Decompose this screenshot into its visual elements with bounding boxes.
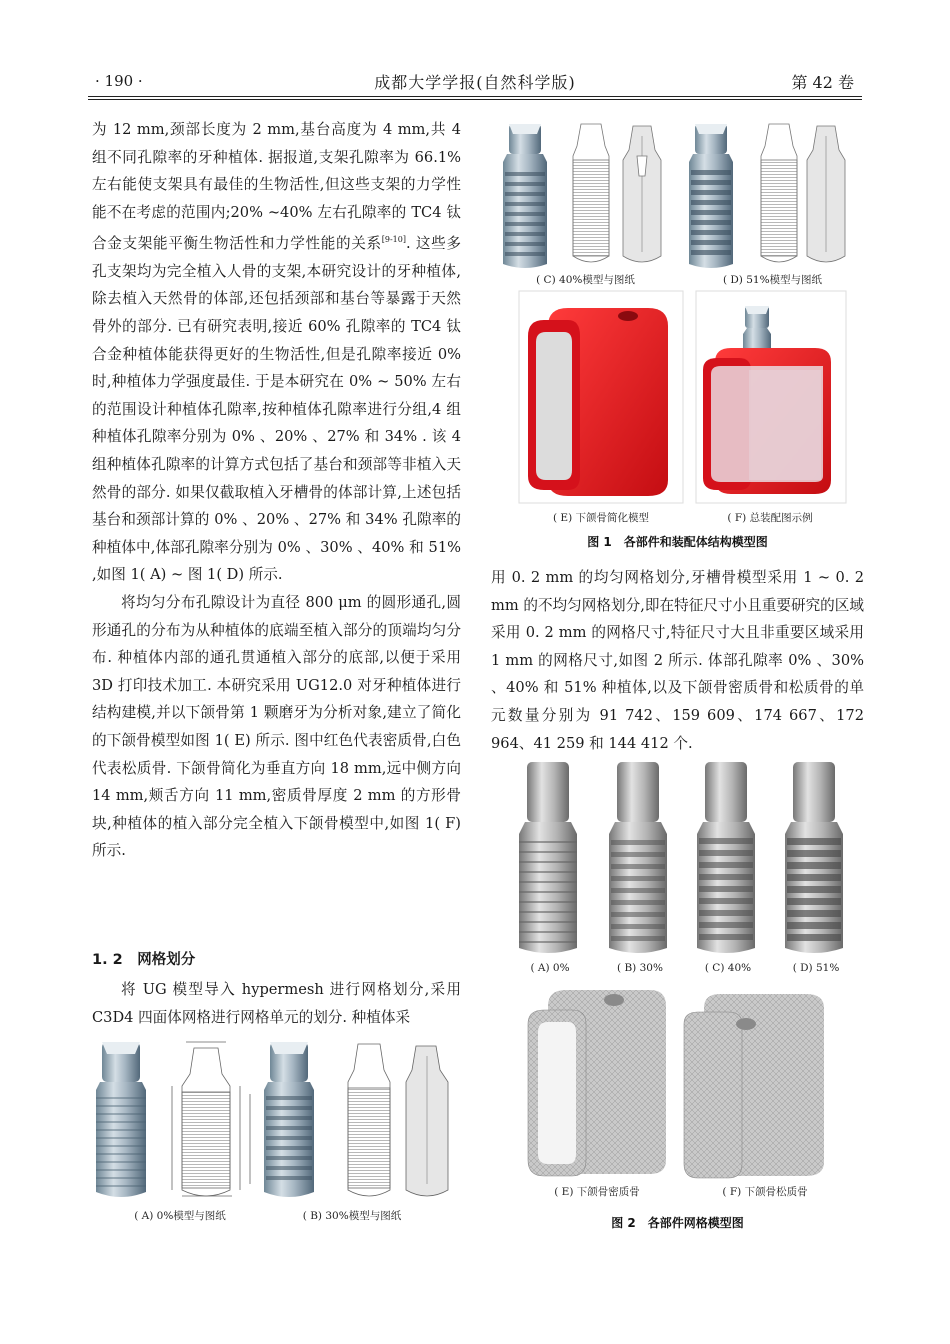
paragraph-model-building: 将均匀分布孔隙设计为直径 800 μm 的圆形通孔,圆形通孔的分布为从种植体的底端至植入部分的顶端均匀分布. 种植体内部的通孔贯通植入部分的底部,以便于采用 3D 打印技术加工. 本研究采用 UG12.0 对牙种植体进行结构建模,并以下颌骨第 1 颗磨牙为分析对象,建立了简化的下颌骨模型如图 1( E) 所示. 图中红色代表密质骨,白色代表松质骨. 下颌骨简化为垂直方向 18 mm,远中侧方向 14 mm,颊舌方向 11 mm,密质骨厚度 2 mm 的方形骨块,种植体的植入部分完全植入下颌骨模型中,如图 1( F) 所示.	[92, 593, 461, 860]
citation: [9-10]	[381, 235, 406, 245]
mandible-model-render	[518, 290, 684, 504]
caption-fig1-d: ( D) 51%模型与图纸	[722, 274, 823, 286]
header-rule-thin	[88, 99, 862, 100]
left-column-text-2	[92, 976, 461, 1031]
right-column-text	[491, 564, 864, 757]
journal-title: 成都大学学报(自然科学版)	[374, 73, 576, 92]
mesh-implant-40	[697, 762, 755, 953]
volume-label: 第 42 卷	[791, 73, 854, 92]
implant-0-drawing	[172, 1042, 250, 1196]
paragraph-porosity-design: 为 12 mm,颈部长度为 2 mm,基台高度为 4 mm,共 4 组不同孔隙率的牙种植体. 据报道,支架孔隙率为 66.1% 左右能使支架具有最佳的生物活性,但这些支架的力学性能不在考虑的范围内;20% ~40% 左右孔隙率的 TC4 钛合金支架能平衡生物活性和力学性能的关系[9-10]. 这些多孔支架均为完全植入人骨的支架,本研究设计的牙种植体,除去植入天然骨的体部,还包括颈部和基台等暴露于天然骨外的部分. 已有研究表明,接近 60% 孔隙率的 TC4 钛合金种植体能获得更好的生物活性,但是孔隙率接近 0% 时,种植体力学强度最佳. 于是本研究在 0% ~ 50% 左右的范围设计种植体孔隙率,按种植体孔隙率进行分组,4 组种植体孔隙率分别为 0% 、20% 、27% 和 34% . 该 4 组种植体孔隙率的计算方式包括了基台和颈部等非植入天然骨的部分. 如果仅截取植入牙槽骨的体部计算,上述包括基台和颈部计算的 0% 、20% 、27% 和 34% 孔隙率的种植体中,体部孔隙率分别为 0% 、30% 、40% 和 51% ,如图 1( A) ~ 图 1( D) 所示.	[92, 121, 461, 584]
figure2-title: 图 2 各部件网格模型图	[611, 1216, 744, 1230]
caption-fig2-a: ( A) 0%	[530, 962, 570, 974]
implant-30-render	[264, 1042, 314, 1197]
caption-fig2-f: ( F) 下颌骨松质骨	[722, 1186, 808, 1198]
caption-fig1-b: ( B) 30%模型与图纸	[302, 1210, 402, 1222]
caption-fig2-c: ( C) 40%	[704, 962, 752, 974]
figure1-title: 图 1 各部件和装配体结构模型图	[587, 535, 768, 549]
figure1-ab-panels	[90, 1034, 462, 1206]
left-column-text	[92, 116, 461, 865]
caption-fig2-b: ( B) 30%	[617, 962, 663, 974]
implant-51-render	[689, 124, 733, 268]
caption-fig2-d: ( D) 51%	[792, 962, 840, 974]
implant-0-render	[96, 1042, 146, 1197]
caption-fig1-a: ( A) 0%模型与图纸	[134, 1210, 226, 1222]
paragraph-meshing: 将 UG 模型导入 hypermesh 进行网格划分,采用 C3D4 四面体网格进行网格单元的划分. 种植体采	[92, 981, 461, 1026]
implant-30-drawing	[348, 1044, 448, 1196]
implant-40-drawing	[573, 124, 661, 262]
mesh-cortical-bone	[522, 984, 672, 1182]
paragraph-mesh-details: 用 0. 2 mm 的均匀网格划分,牙槽骨模型采用 1 ~ 0. 2 mm 的不均匀网格划分,即在特征尺寸小且重要研究的区域采用 0. 2 mm 的网格尺寸,特征尺寸大且非重要区域采用 1 mm 的网格尺寸,如图 2 所示. 体部孔隙率 0% 、30% 、40% 和 51% 种植体,以及下颌骨密质骨和松质骨的单元数量分别为 91 742、159 609、174 667、172 964、41 259 和 144 412 个.	[491, 569, 864, 752]
page-number: · 190 ·	[95, 72, 143, 90]
mesh-implant-51	[785, 762, 843, 953]
figure1-cd-panels	[493, 116, 865, 272]
mesh-implant-30	[609, 762, 667, 953]
caption-fig1-c: ( C) 40%模型与图纸	[536, 274, 635, 286]
figure2-implant-meshes	[505, 758, 850, 958]
implant-51-drawing	[761, 124, 845, 262]
header-rule	[88, 96, 862, 97]
implant-40-render	[503, 124, 547, 268]
caption-fig1-e: ( E) 下颌骨简化模型	[552, 512, 650, 524]
mesh-implant-0	[519, 762, 577, 953]
caption-fig1-f: ( F) 总装配图示例	[727, 512, 813, 524]
caption-fig2-e: ( E) 下颌骨密质骨	[554, 1186, 640, 1198]
assembly-render	[695, 290, 847, 504]
mesh-cancellous-bone	[680, 990, 830, 1182]
section-heading: 1. 2 网格划分	[92, 952, 196, 968]
